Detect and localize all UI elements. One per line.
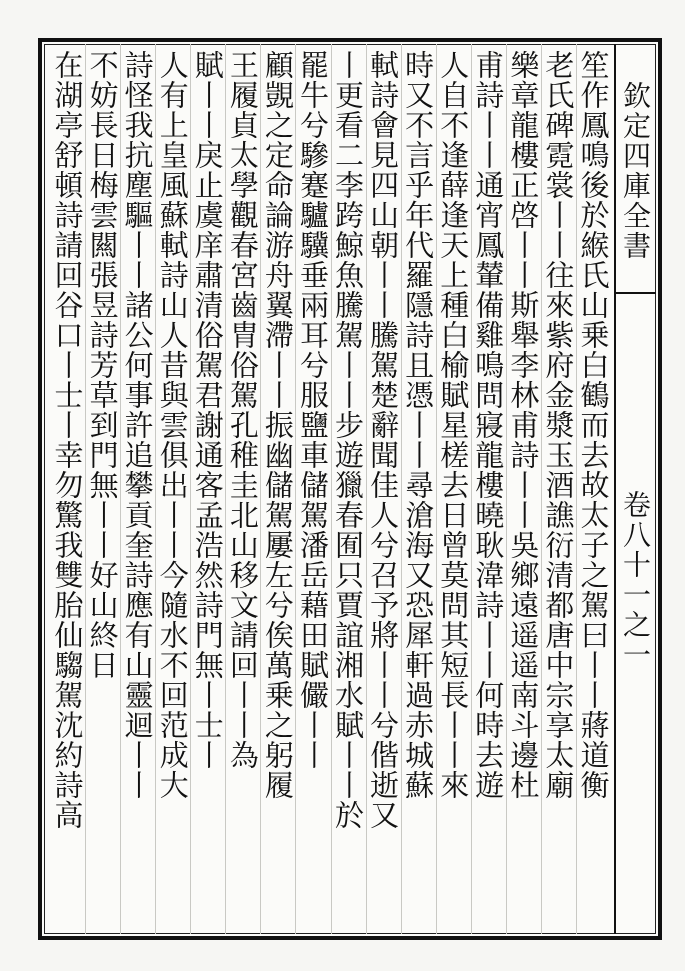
text-column: 在湖亭舒頓詩請回谷口丨士丨幸勿驚我雙胎仙騶駕沈約詩高	[50, 50, 85, 830]
text-column: 笙作鳳鳴後於緱氏山乗白鶴而去故太子之駕曰丨丨蔣道衡	[576, 50, 611, 800]
text-column: 老氏碑霓裳丨丨往來紫府金漿玉酒譙衍清都唐中宗享太廟	[541, 50, 576, 800]
volume-label: 卷八十一之一	[619, 490, 652, 670]
text-column: 甫詩丨丨通宵鳳輦備雞鳴問寢龍樓曉耿湋詩丨丨何時去遊	[471, 50, 506, 800]
text-column: 詩怪我抗塵驅丨丨諸公何事許追攀貢奎詩應有山靈迴丨丨	[120, 50, 155, 800]
text-column: 時又不言乎年代羅隱詩且憑丨丨尋滄海又恐犀軒過赤城蘇	[401, 50, 436, 800]
text-column: 樂章龍樓正啓丨丨斯舉李林甫詩丨丨吳鄉遠遥遥南斗邊杜	[506, 50, 541, 800]
text-column: 王履貞太學觀春宮齒胄俗駕孔稚圭北山移文請回丨丨為	[225, 50, 260, 770]
text-column: 人有上皇風蘇軾詩山人昔與雲俱出丨丨今隨水不回范成大	[155, 50, 190, 800]
text-column: 顧覬之定命論游舟翼滯丨丨振幽儲駕屢左兮俟萬乗之躬履	[260, 50, 295, 800]
text-column: 罷牛兮驂蹇驢驥垂兩耳兮服鹽車儲駕潘岳藉田賦儼丨丨	[295, 50, 330, 770]
book-title: 欽定四庫全書	[619, 81, 652, 261]
text-column: 丨更看二李跨鯨魚騰駕丨丨步遊獵春囿只賈誼湘水賦丨丨於	[331, 50, 366, 830]
margin-divider	[614, 292, 656, 294]
text-column: 賦丨丨戾止虞庠肅清俗駕君謝通客孟浩然詩門無丨士丨	[190, 50, 225, 770]
text-column: 不妨長日梅雲闗張昱詩芳草到門無丨丨好山終日	[85, 50, 120, 680]
text-column: 軾詩會見四山朝丨丨騰駕楚辭聞佳人兮召予將丨丨兮偕逝又	[366, 50, 401, 830]
text-column: 人自不逢薛逢天上種白榆賦星槎去日曾莫問其短長丨丨來	[436, 50, 471, 800]
